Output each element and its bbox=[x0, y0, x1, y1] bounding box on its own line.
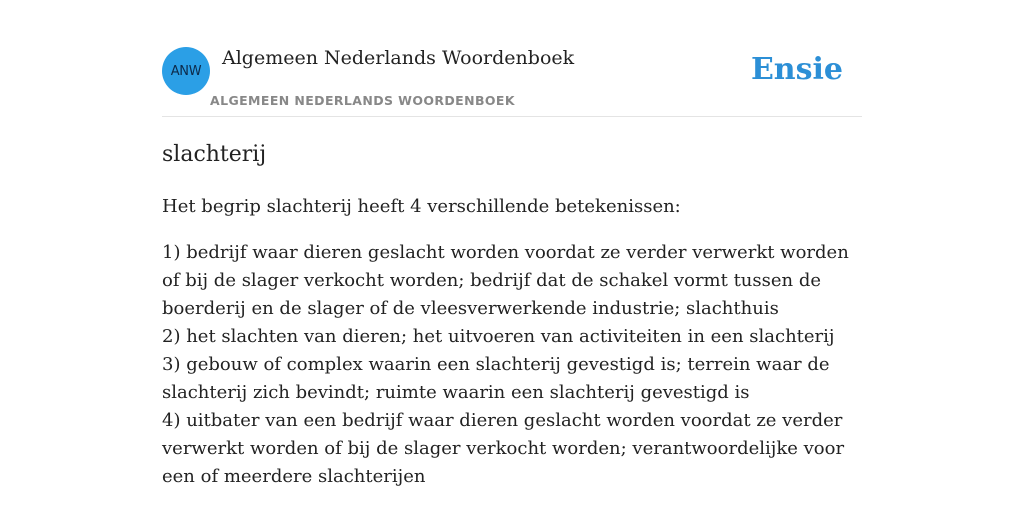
entry-intro: Het begrip slachterij heeft 4 verschillende betekenissen: bbox=[162, 196, 681, 217]
definition-item: 2) het slachten van dieren; het uitvoeren van activiteiten in een slachterij bbox=[162, 326, 835, 347]
source-subtitle: ALGEMEEN NEDERLANDS WOORDENBOEK bbox=[210, 93, 515, 108]
definition-list bbox=[162, 239, 862, 491]
definition-item: 4) uitbater van een bedrijf waar dieren geslacht worden voordat ze verder verwerkt worden of bij de slager verkocht worden; verantwoordelijke voor een of meerdere slachterijen bbox=[162, 410, 845, 487]
anw-logo[interactable]: ANW bbox=[162, 47, 210, 95]
definition-item: 3) gebouw of complex waarin een slachterij gevestigd is; terrein waar de slachterij zich bevindt; ruimte waarin een slachterij gevestigd is bbox=[162, 354, 830, 403]
source-header bbox=[162, 46, 862, 117]
entry-headword: slachterij bbox=[162, 142, 267, 167]
source-title[interactable]: Algemeen Nederlands Woordenboek bbox=[222, 47, 575, 69]
ensie-logo[interactable]: Ensie bbox=[750, 52, 843, 87]
definition-item: 1) bedrijf waar dieren geslacht worden voordat ze verder verwerkt worden of bij de slager verkocht worden; bedrijf dat de schakel vormt tussen de boerderij en de slager of de vleesverwerkende industrie; slachthuis bbox=[162, 242, 849, 319]
